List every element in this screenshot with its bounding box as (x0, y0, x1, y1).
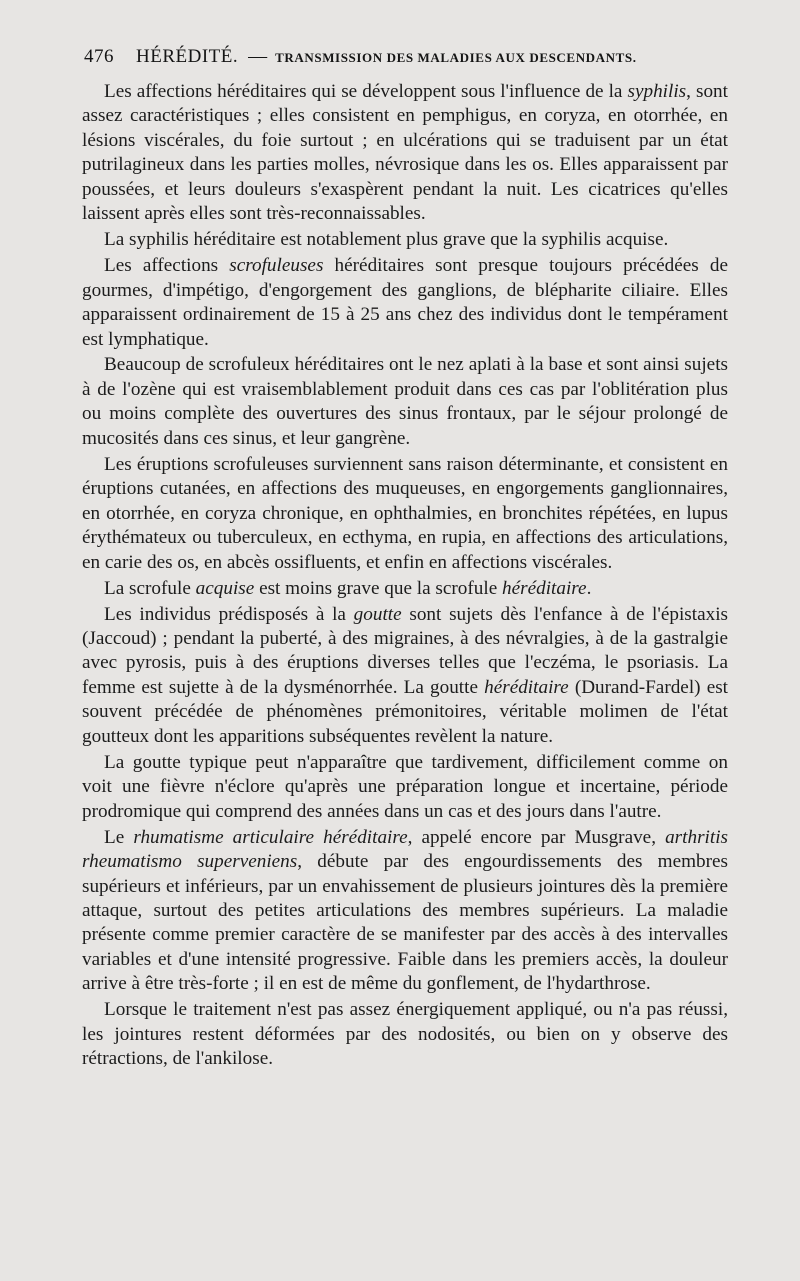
body-text (82, 80, 728, 1072)
paragraph-scrofuleuses: Les affections scrofuleuses héréditaires sont presque toujours précédées de gourmes, d'impétigo, d'engorgement des ganglions, de blépharite ciliaire. Elles apparaissent ordinairement de 15 à 25 ans chez des individus dont le tempérament est lymphatique. (82, 255, 728, 350)
paragraph-eruptions: Les éruptions scrofuleuses surviennent sans raison déterminante, et consistent en éruptions cutanées, en affections des muqueuses, en engorgements ganglionnaires, en otorrhée, en coryza chronique, en ophthalmies, en bronchites répétées, en lupus érythémateux ou tuberculeux, en ecthyma, en rupia, en affections des articulations, en carie des os, en abcès ossifluents, et enfin en affections viscérales. (82, 453, 728, 573)
paragraph-scrofule-acquise: La scrofule acquise est moins grave que la scrofule héréditaire. (104, 577, 592, 599)
running-header (84, 46, 724, 76)
paragraph-syphilis: Les affections héréditaires qui se développent sous l'influence de la syphilis, sont assez caractéristiques ; elles consistent en pemphigus, en coryza, en otorrhée, en lésions viscérales, du foie surtout ; en ulcérations qui se traduisent par un état putrilagineux dans les parties molles, névrosique dans les os. Elles apparaissent par poussées, et leurs douleurs s'exaspèrent pendant la nuit. Les cicatrices qu'elles laissent après elles sont très-reconnaissables. (82, 81, 728, 225)
paragraph-rhumatisme: Le rhumatisme articulaire héréditaire, appelé encore par Musgrave, arthritis rheumatismo superveniens, débute par des engourdissements des membres supérieurs et inférieurs, par un envahissement de plusieurs jointures dès la première attaque, surtout des petites articulations des membres supérieurs. La maladie présente comme premier caractère de se manifester par des accès à des intervalles variables et d'une intensité progressive. Faible dans les premiers accès, la douleur arrive à être très-forte ; il en est de même du gonflement, de l'hydarthrose. (82, 826, 728, 995)
page-number: 476 (84, 46, 114, 67)
paragraph-goutte: Les individus prédisposés à la goutte sont sujets dès l'enfance à de l'épistaxis (Jaccoud) ; pendant la puberté, à des migraines, à des névralgies, à de la gastralgie avec pyrosis, puis à des éruptions diverses telles que l'eczéma, le psoriasis. La femme est sujette à de la dysménorrhée. La goutte héréditaire (Durand-Fardel) est souvent précédée de phénomènes prémonitoires, véritable molimen de l'état goutteux dont les apparitions subséquentes revèlent la nature. (82, 603, 729, 747)
header-dash: — (248, 46, 268, 67)
running-title: HÉRÉDITÉ. (136, 46, 239, 67)
paragraph-goutte-typique: La goutte typique peut n'apparaître que tardivement, difficilement comme on voit une fièvre n'éclore qu'après une préparation longue et incertaine, période prodromique qui comprend des années dans un cas et des jours dans l'autre. (82, 751, 728, 822)
paragraph-traitement: Lorsque le traitement n'est pas assez énergiquement appliqué, ou n'a pas réussi, les jointures restent déformées par des nodosités, ou bien on y observe des rétractions, de l'ankilose. (82, 999, 728, 1070)
paragraph-ozene: Beaucoup de scrofuleux héréditaires ont le nez aplati à la base et sont ainsi sujets à de l'ozène qui est vraisemblablement produit dans ces cas par l'oblitération plus ou moins complète des ouvertures des sinus frontaux, par le séjour prolongé de mucosités dans ces sinus, et leur gangrène. (82, 354, 728, 449)
running-subtitle: TRANSMISSION DES MALADIES AUX DESCENDANTS. (275, 50, 637, 65)
paragraph-syphilis-gravity: La syphilis héréditaire est notablement plus grave que la syphilis acquise. (104, 229, 669, 251)
